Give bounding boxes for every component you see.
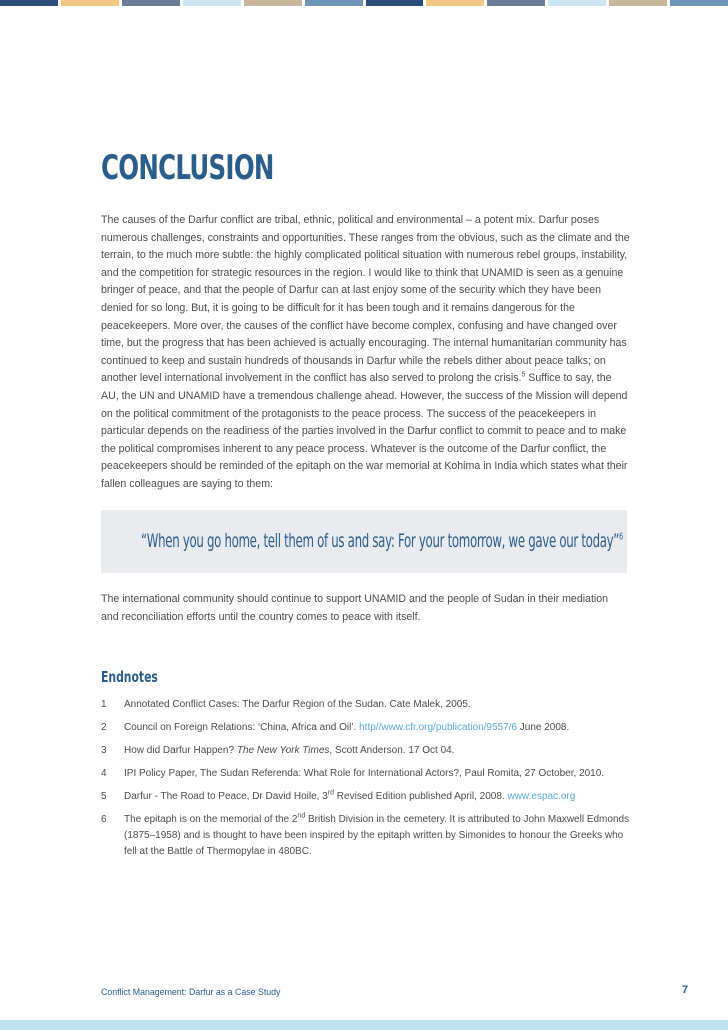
endnote-6 xyxy=(101,812,631,860)
endnote-text xyxy=(124,743,631,759)
endnote-2 xyxy=(101,720,631,736)
top-bar-segment xyxy=(366,0,424,6)
endnote-number: 2 xyxy=(101,722,107,733)
top-bar-segment xyxy=(426,0,484,6)
endnote-text-part: Council on Foreign Relations: ‘China, Africa and Oil’. xyxy=(124,722,360,733)
conclusion-text-part-2: Suffice to say, the AU, the UN and UNAMID have a tremendous challenge ahead. However, the success of the Mission will depend on the political commitment of the protagonists to the peace process. The success of the peacekeepers in particular depends on the readiness of the parties involved in the Darfur conflict to commit to peace and to make the political compromises inherent to any peace process. Whatever is the outcome of the Darfur conflict, the peacekeepers should be reminded of the epitaph on the war memorial at Kohima in India which states what their fallen colleagues are saying to them: xyxy=(101,372,628,490)
espac-link[interactable]: www.espac.org xyxy=(507,791,576,802)
footnote-ref-5: 5 xyxy=(521,371,526,379)
endnote-text xyxy=(124,789,631,805)
conclusion-text-part-1: The causes of the Darfur conflict are tribal, ethnic, political and environmental – a potent mix. Darfur poses numerous challenges, constraints and opportunities. These ranges from the obvious, such as the climate and the terrain, to the much more subtle: the highly complicated political situation with numerous rebel groups, instability, and the competition for strategic resources in the region. I would like to think that UNAMID is seen as a genuine bringer of peace, and that the people of Darfur can at last enjoy some of the security which they have been denied for so long. But, it is going to be difficult for it has been tough and it remains dangerous for the peacekeepers. More over, the causes of the conflict have become complex, confusing and have changed over time, but the progress that has been achieved is actually encouraging. The internal humanitarian community has continued to keep and sustain hundreds of thousands in Darfur while the rebels dither about peace talks; on another level international involvement in the conflict has also served to prolong the crisis. xyxy=(101,214,630,385)
endnote-3 xyxy=(101,743,631,759)
top-bar-segment xyxy=(0,0,58,6)
endnotes-list xyxy=(101,697,631,860)
pull-quote-text: “When you go home, tell them of us and say: For your tomorrow, we gave our today” xyxy=(141,530,620,552)
pull-quote xyxy=(141,530,623,552)
top-color-bar xyxy=(0,0,728,6)
pull-quote-box xyxy=(101,510,627,573)
publication-title: The New York Times xyxy=(236,745,330,756)
endnote-number: 4 xyxy=(101,768,107,779)
cfr-link[interactable]: http//www.cfr.org/publication/9557/6 xyxy=(359,722,517,733)
endnote-text: IPI Policy Paper, The Sudan Referenda: What Role for International Actors?, Paul Romita, 27 October, 2010. xyxy=(124,768,605,779)
endnote-text xyxy=(124,812,631,860)
top-bar-segment xyxy=(548,0,606,6)
endnote-4 xyxy=(101,766,631,782)
top-bar-segment xyxy=(305,0,363,6)
endnote-text xyxy=(124,720,631,736)
endnote-number: 5 xyxy=(101,791,107,802)
endnote-number: 3 xyxy=(101,745,107,756)
endnote-text-part: Darfur - The Road to Peace, Dr David Hoile, 3 xyxy=(124,791,328,802)
endnote-text-part: , Scott Anderson. 17 Oct 04. xyxy=(329,745,455,756)
page-number: 7 xyxy=(682,984,689,996)
endnote-text: Annotated Conflict Cases: The Darfur Region of the Sudan. Cate Malek, 2005. xyxy=(124,699,471,710)
endnote-number: 6 xyxy=(101,814,107,825)
top-bar-segment xyxy=(122,0,180,6)
endnote-1 xyxy=(101,697,631,713)
bottom-color-bar xyxy=(0,1020,728,1030)
endnote-text-part: The epitaph is on the memorial of the 2 xyxy=(124,814,298,825)
endnote-5 xyxy=(101,789,631,805)
top-bar-segment xyxy=(244,0,302,6)
page-heading: CONCLUSION xyxy=(101,148,274,188)
top-bar-segment xyxy=(183,0,241,6)
endnote-text-part: Revised Edition published April, 2008. xyxy=(334,791,508,802)
closing-paragraph: The international community should continue to support UNAMID and the people of Sudan in their mediation and reconciliation efforts until the country comes to peace with itself. xyxy=(101,593,609,623)
footnote-ref-6: 6 xyxy=(619,531,623,543)
top-bar-segment xyxy=(487,0,545,6)
top-bar-segment xyxy=(61,0,119,6)
footer-title: Conflict Management: Darfur as a Case Study xyxy=(101,987,281,997)
ordinal-sup: nd xyxy=(297,812,306,820)
top-bar-segment xyxy=(670,0,728,6)
endnote-number: 1 xyxy=(101,699,107,710)
top-bar-segment xyxy=(609,0,667,6)
conclusion-paragraph xyxy=(101,212,631,494)
endnote-text-part: How did Darfur Happen? xyxy=(124,745,237,756)
endnote-text-part: June 2008. xyxy=(517,722,570,733)
endnote-text-part: British Division in the cemetery. It is attributed to John Maxwell Edmonds (1875–1958) and is thought to have been inspired by the epitaph written by Simonides to honour the Greeks who fell at the Battle of Thermopylae in 480BC. xyxy=(124,814,630,857)
endnotes-heading: Endnotes xyxy=(101,668,158,686)
ordinal-sup: rd xyxy=(327,789,335,797)
